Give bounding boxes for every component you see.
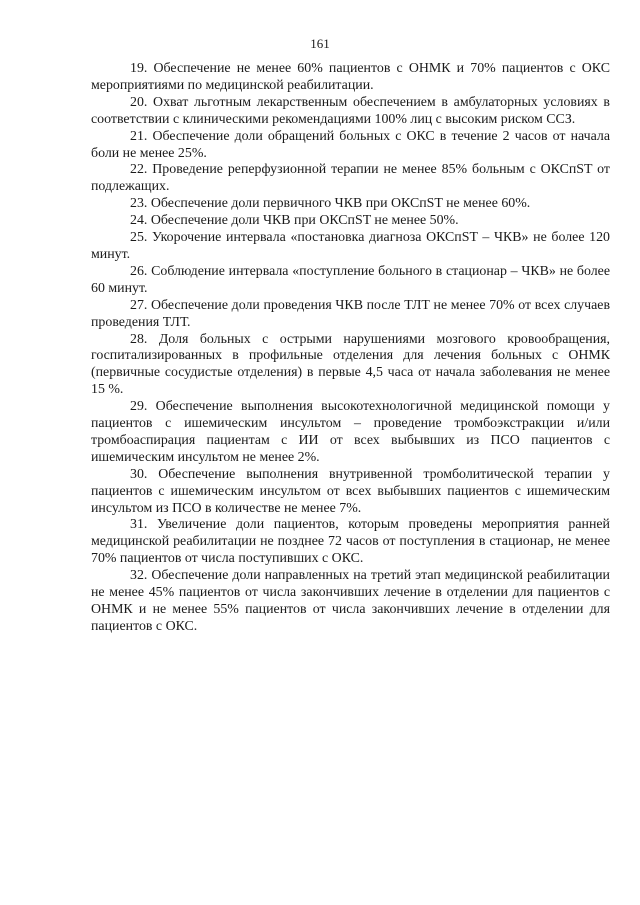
document-body: [91, 61, 610, 636]
paragraph-24: 24. Обеспечение доли ЧКВ при ОКСпST не менее 50%.: [130, 213, 459, 229]
paragraph-25: 25. Укорочение интервала «постановка диагноза ОКСпST – ЧКВ» не более 120 минут.: [91, 230, 610, 262]
paragraph-28: 28. Доля больных с острыми нарушениями мозгового кровообращения, госпитализированных в профильные отделения для лечения больных с ОНМК (первичные сосудистые отделения) в первые 4,5 часа от начала заболевания не менее 15 %.: [91, 331, 610, 398]
paragraph-21: 21. Обеспечение доли обращений больных с ОКС в течение 2 часов от начала боли не менее 25%.: [91, 128, 610, 161]
paragraph-31: 31. Увеличение доли пациентов, которым проведены мероприятия ранней медицинской реабилитации не позднее 72 часов от поступления в стационар, не менее 70% пациентов от числа поступивших с ОКС.: [91, 517, 610, 567]
page-number: 161: [310, 36, 330, 51]
paragraph-30: 30. Обеспечение выполнения внутривенной тромболитической терапии у пациентов с ишемическим инсультом от всех выбывших пациентов с ишемическим инсультом из ПСО в количестве не менее 7%.: [91, 466, 610, 516]
paragraph-27: 27. Обеспечение доли проведения ЧКВ после ТЛТ не менее 70% от всех случаев проведения ТЛТ.: [91, 297, 610, 330]
paragraph-20: 20. Охват льготным лекарственным обеспечением в амбулаторных условиях в соответствии с клиническими рекомендациями 100% лиц с высоким риском ССЗ.: [91, 94, 610, 127]
paragraph-19: 19. Обеспечение не менее 60% пациентов с ОНМК и 70% пациентов с ОКС мероприятиями по медицинской реабилитации.: [91, 61, 610, 93]
paragraph-26: 26. Соблюдение интервала «поступление больного в стационар – ЧКВ» не более 60 минут.: [91, 263, 610, 296]
paragraph-29: 29. Обеспечение выполнения высокотехнологичной медицинской помощи у пациентов с ишемическим инсультом – проведение тромбоэкстракции и/или тромбоаспирация пациентам с ИИ от всех выбывших из ПСО пациентов с ишемическим инсультом не менее 2%.: [91, 399, 610, 465]
paragraph-23: 23. Обеспечение доли первичного ЧКВ при ОКСпST не менее 60%.: [130, 196, 531, 212]
paragraph-22: 22. Проведение реперфузионной терапии не менее 85% больным с ОКСпST от подлежащих.: [91, 162, 610, 195]
paragraph-32: 32. Обеспечение доли направленных на третий этап медицинской реабилитации не менее 45% пациентов от числа закончивших лечение в отделении для пациентов с ОНМК и не менее 55% пациентов от числа закончивших лечение в отделении для пациентов с ОКС.: [91, 568, 610, 634]
